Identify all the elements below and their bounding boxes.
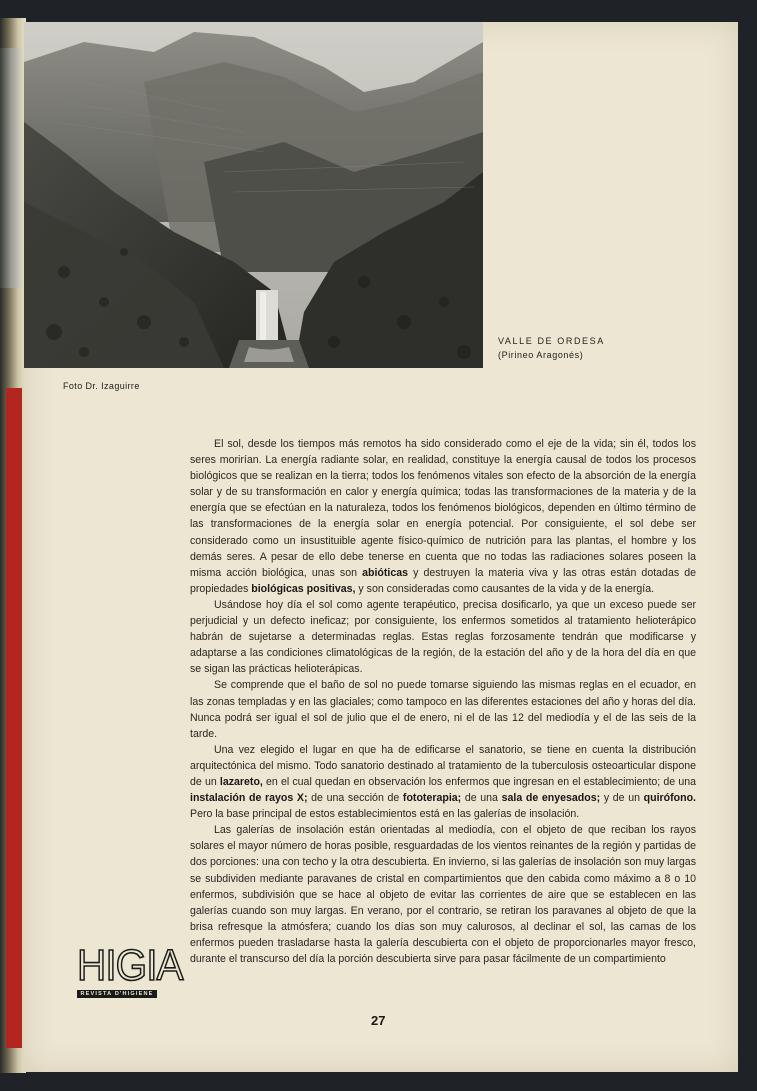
logo-tagline: REVISTA D'HIGIENE <box>77 990 157 998</box>
bold-term: biológicas positivas, <box>251 582 356 595</box>
photo-caption <box>498 336 605 360</box>
mountain-valley-image <box>24 22 483 368</box>
text-run: Usándose hoy día el sol como agente terapéutico, precisa dosificarlo, ya que un exceso puede ser perjudicial y un defecto ineficaz; por consiguiente, los enfermos sometidos al tratamiento helioterápico habrán de sujetarse a determinadas reglas. Estas reglas forzosamente tendrán que modificarse y adaptarse a las condiciones climatológicas de la región, de la estación del año y de la hora del día en que se sigan las prácticas helioterápicas. <box>190 598 696 676</box>
photo-credit: Foto Dr. Izaguirre <box>63 381 140 391</box>
text-run: de una sección de <box>307 792 403 805</box>
text-run: Pero la base principal de estos establecimientos está en las galerías de insolación. <box>190 808 580 821</box>
caption-subtitle: (Pirineo Aragonés) <box>498 350 584 360</box>
text-run: de una <box>461 792 502 805</box>
logo-word: HIGIA <box>77 941 183 990</box>
text-run: El sol, desde los tiempos más remotos ha sido considerado como el eje de la vida; sin él, todos los seres morirían. La energía radiante solar, en realidad, constituye la energía causal de todos los procesos biológicos que se realizan en la tierra; todos los fenómenos vitales son efecto de la absorción de la energía solar y de su transformación en calor y energía química; todas las transformaciones de la materia y de la energía que se efectúan en la naturaleza, todos los fenómenos biológicos, dependen en último término de las transformaciones de la energía solar en energía potencial. Por consiguiente, el sol debe ser considerado como un insustituible agente físico-químico de nutrición para las plantas, el hombre y los demás seres. A pesar de ello debe tenerse en cuenta que no todas las radiaciones solares poseen la misma acción biológica, unas son <box>190 438 696 579</box>
text-run: y de un <box>600 792 644 805</box>
text-run: Se comprende que el baño de sol no puede tomarse siguiendo las mismas reglas en el ecuador, en las zonas templadas y en las glaciales; como tampoco en las diferentes estaciones del año y horas del día. Nunca podrá ser igual el sol de julio que el de enero, ni el de las 12 del mediodía y el de las seis de la tarde. <box>190 679 696 740</box>
text-run: y son consideradas como causantes de la vida y de la energía. <box>355 582 655 595</box>
bold-term: instalación de rayos X; <box>190 792 308 805</box>
bold-term: fototerapia; <box>402 792 462 805</box>
book-binding <box>0 18 26 1073</box>
magazine-page <box>24 22 738 1072</box>
binding-tape <box>6 388 22 1048</box>
text-run: y destruyen la materia viva y las otras están dotadas de propiedades <box>190 566 696 595</box>
caption-title: VALLE DE ORDESA <box>498 336 605 346</box>
bold-term: sala de enyesados; <box>501 792 601 805</box>
paragraph <box>190 677 696 741</box>
text-run: Una vez elegido el lugar en que ha de edificarse el sanatorio, se tiene en cuenta la distribución arquitectónica del mismo. Todo sanatorio destinado al tratamiento de la tuberculosis osteoarticular dispone de un <box>190 743 696 788</box>
binding-edge <box>0 48 22 288</box>
text-run: Las galerías de insolación están orientadas al mediodía, con el objeto de que reciban los rayos solares el mayor número de horas posible, resguardadas de los vientos reinantes de la región y partidas de dos porciones: una con techo y la otra descubierta. En invierno, si las galerías de insolación son muy largas se subdividen mediante paravanes de cristal en compartimientos que den cabida como máximo a 8 o 10 enfermos, subdivisión que se hace al objeto de evitar las corrientes de aire que se establecen en las galerías cuando son muy largas. En verano, por el contrario, se retiran los paravanes al objeto de que la brisa refresque la atmósfera; cuando los días son muy calurosos, al declinar el sol, las camas de los enfermos pueden trasladarse hasta la galería descubierta con el objeto de proporcionarles mayor fresco, durante el transcurso del día la porción descubierta sirve para pasar fácilmente de un compartimiento <box>190 824 696 965</box>
paragraph <box>190 742 696 822</box>
landscape-photo <box>24 22 483 368</box>
text-run: en el cual quedan en observación los enfermos que ingresan en el establecimiento; de una <box>262 775 696 788</box>
higia-logo <box>77 941 183 998</box>
paragraph <box>190 597 696 677</box>
paragraph <box>190 436 696 597</box>
page-number: 27 <box>371 1013 386 1028</box>
paragraph <box>190 822 696 967</box>
bold-term: quirófono. <box>643 792 696 805</box>
bold-term: abióticas <box>362 566 409 579</box>
bold-term: lazareto, <box>219 775 263 788</box>
article-body <box>190 436 696 967</box>
